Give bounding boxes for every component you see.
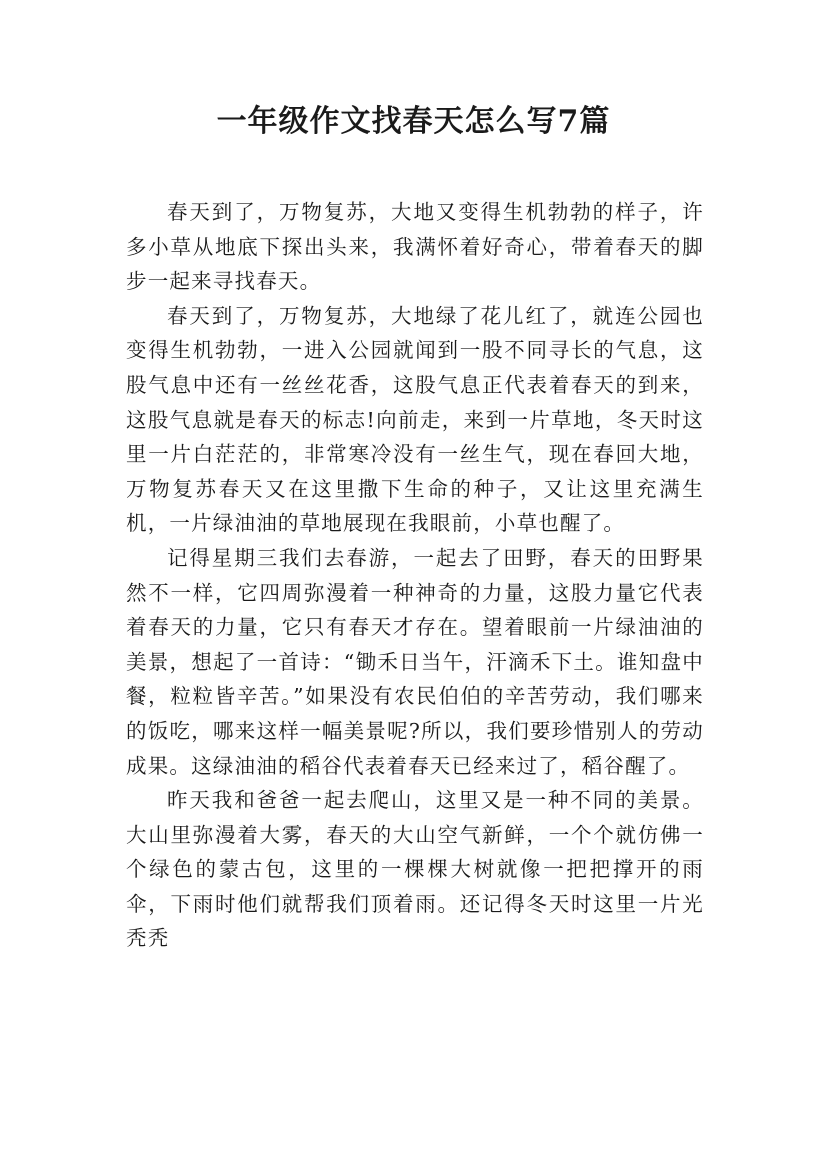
document-title: 一年级作文找春天怎么写7篇 (216, 104, 611, 139)
paragraph-3: 记得星期三我们去春游，一起去了田野，春天的田野果然不一样，它四周弥漫着一种神奇的力量，这股力量它代表着春天的力量，它只有春天才存在。望着眼前一片绿油油的美景，想起了一首诗：“锄禾日当午，汗滴禾下土。谁知盘中餐，粒粒皆辛苦。”如果没有农民伯伯的辛苦劳动，我们哪来的饭吃，哪来这样一幅美景呢?所以，我们要珍惜别人的劳动成果。这绿油油的稻谷代表着春天已经来过了，稻谷醒了。 (126, 545, 704, 778)
document-body (126, 195, 704, 956)
paragraph-2: 春天到了，万物复苏，大地绿了花儿红了，就连公园也变得生机勃勃，一进入公园就闻到一股不同寻长的气息，这股气息中还有一丝丝花香，这股气息正代表着春天的到来，这股气息就是春天的标志!向前走，来到一片草地，冬天时这里一片白茫茫的，非常寒冷没有一丝生气，现在春回大地，万物复苏春天又在这里撒下生命的种子，又让这里充满生机，一片绿油油的草地展现在我眼前，小草也醒了。 (126, 303, 704, 536)
paragraph-4: 昨天我和爸爸一起去爬山，这里又是一种不同的美景。大山里弥漫着大雾，春天的大山空气新鲜，一个个就仿佛一个绿色的蒙古包，这里的一棵棵大树就像一把把撑开的雨伞，下雨时他们就帮我们顶着雨。还记得冬天时这里一片光秃秃 (126, 788, 704, 951)
paragraph-1: 春天到了，万物复苏，大地又变得生机勃勃的样子，许多小草从地底下探出头来，我满怀着好奇心，带着春天的脚步一起来寻找春天。 (126, 200, 704, 294)
